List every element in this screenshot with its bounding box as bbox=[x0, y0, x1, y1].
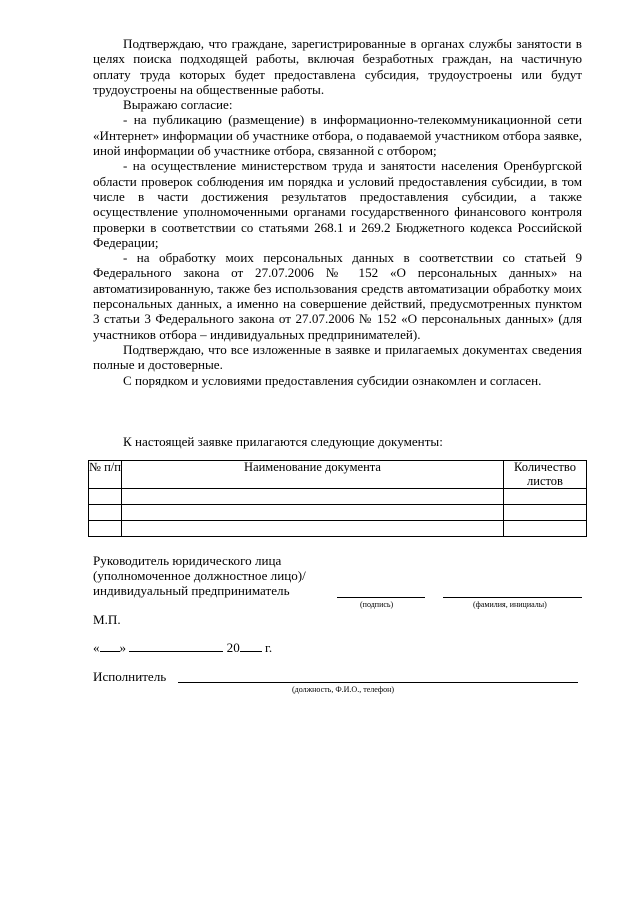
year-prefix: 20 bbox=[226, 640, 240, 655]
signature-field[interactable] bbox=[337, 597, 425, 598]
executor-label: Исполнитель bbox=[93, 669, 167, 684]
name-field[interactable] bbox=[443, 597, 582, 598]
paragraph-consent-personal-data: - на обработку моих персональных данных в соответствии со статьей 9 Федерального закона от 27.07.2006 № 152 «О персональных данных» на автоматизированную, также без использования средств автоматизации обработку моих персональных данных, а именно на совершение действий, предусмотренных пунктом 3 статьи 3 Федерального закона от 27.07.2006 № 152 «О персональных данных» (для участников отбора – индивидуальных предпринимателей). bbox=[93, 250, 582, 342]
table-row bbox=[89, 505, 587, 521]
paragraph-data-accuracy: Подтверждаю, что все изложенные в заявке и прилагаемых документах сведения полные и достоверные. bbox=[93, 341, 582, 373]
name-caption: (фамилия, инициалы) bbox=[473, 600, 547, 609]
attachments-heading: К настоящей заявке прилагаются следующие документы: bbox=[123, 434, 443, 449]
paragraph-consent-publication: - на публикацию (размещение) в информационно-телекоммуникационной сети «Интернет» информации об участнике отбора, о подаваемой участником отбора заявке, иной информации об участнике отбора, связанной с отбором; bbox=[93, 112, 582, 159]
month-field[interactable] bbox=[129, 640, 223, 652]
paragraph-consent-inspections: - на осуществление министерством труда и занятости населения Оренбургской области проверок соблюдения им порядка и условий предоставления субсидии, в том числе в части достижения результатов предоставления субсидии, а также осуществление уполномоченными органами государственного финансового контроля проверки в соответствии со статьями 268.1 и 269.2 Бюджетного кодекса Российской Федерации; bbox=[93, 158, 582, 250]
close-quote: » bbox=[119, 640, 127, 655]
signatory-title bbox=[93, 553, 306, 599]
paragraph-consent-heading: Выражаю согласие: bbox=[123, 97, 233, 113]
table-row bbox=[89, 489, 587, 505]
table-cell[interactable] bbox=[89, 505, 122, 521]
paragraph-employment-confirmation: Подтверждаю, что граждане, зарегистрированные в органах службы занятости в целях поиска подходящей работы, включая безработных граждан, на частичную оплату труда которых будет предоставлена субсидия, трудоустроены или будут трудоустроены на общественные работы. bbox=[93, 36, 582, 97]
signatory-line: Руководитель юридического лица bbox=[93, 553, 282, 568]
table-header-row bbox=[89, 461, 587, 489]
day-field[interactable] bbox=[100, 640, 120, 652]
table-cell[interactable] bbox=[504, 521, 587, 537]
table-cell[interactable] bbox=[89, 489, 122, 505]
table-cell[interactable] bbox=[504, 489, 587, 505]
table-cell[interactable] bbox=[122, 489, 504, 505]
declaration-text bbox=[93, 36, 582, 388]
year-suffix: г. bbox=[265, 640, 273, 655]
executor-field[interactable] bbox=[178, 682, 578, 683]
column-header-document-name: Наименование документа bbox=[122, 461, 504, 489]
table-cell[interactable] bbox=[122, 521, 504, 537]
column-header-page-count: Количество листов bbox=[504, 461, 587, 489]
column-header-number: № п/п bbox=[89, 461, 122, 489]
table-row bbox=[89, 521, 587, 537]
executor-caption: (должность, Ф.И.О., телефон) bbox=[292, 685, 395, 694]
table-cell[interactable] bbox=[504, 505, 587, 521]
table-cell[interactable] bbox=[89, 521, 122, 537]
signatory-line: индивидуальный предприниматель bbox=[93, 583, 290, 599]
date-line bbox=[93, 640, 272, 656]
table-cell[interactable] bbox=[122, 505, 504, 521]
attachments-table bbox=[88, 460, 587, 537]
paragraph-terms-acknowledgement: С порядком и условиями предоставления субсидии ознакомлен и согласен. bbox=[123, 372, 542, 388]
open-quote: « bbox=[93, 640, 100, 655]
stamp-placeholder: М.П. bbox=[93, 612, 121, 627]
signatory-line: (уполномоченное должностное лицо)/ bbox=[93, 568, 306, 584]
signature-caption: (подпись) bbox=[360, 600, 394, 609]
year-field[interactable] bbox=[240, 640, 262, 652]
